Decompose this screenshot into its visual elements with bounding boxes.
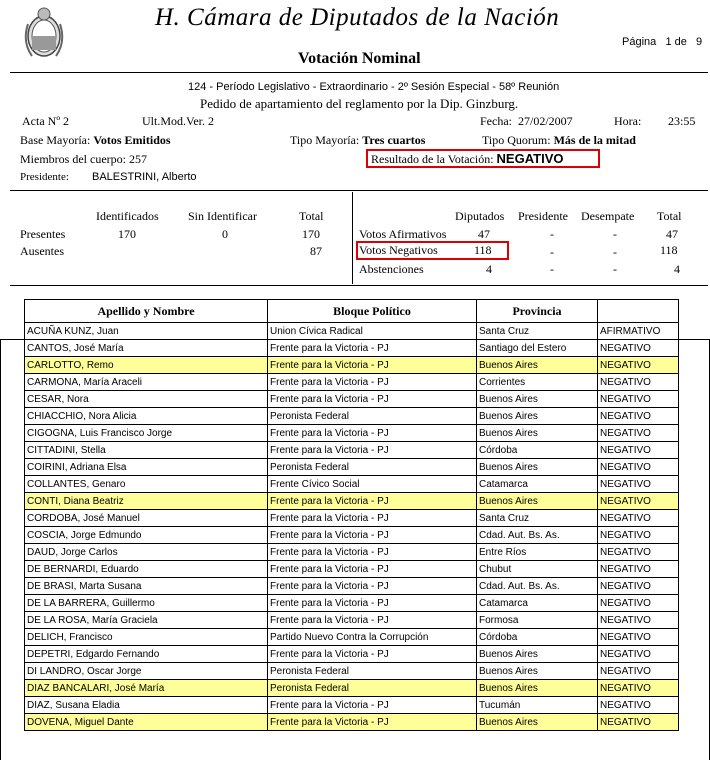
abstenciones-diputados: 4: [486, 262, 492, 276]
cell-name: CITTADINI, Stella: [25, 442, 268, 459]
cell-name: CIGOGNA, Luis Francisco Jorge: [25, 425, 268, 442]
cell-provincia: Santiago del Estero: [477, 340, 598, 357]
cell-voto: NEGATIVO: [598, 680, 679, 697]
cell-bloque: Frente para la Victoria - PJ: [268, 561, 477, 578]
cell-name: COSCIA, Jorge Edmundo: [25, 527, 268, 544]
vote-list-table: [24, 299, 679, 731]
cell-voto: NEGATIVO: [598, 476, 679, 493]
cell-bloque: Frente para la Victoria - PJ: [268, 357, 477, 374]
cell-name: DI LANDRO, Oscar Jorge: [25, 663, 268, 680]
presidente-name: BALESTRINI, Alberto: [92, 171, 197, 183]
cell-voto: NEGATIVO: [598, 714, 679, 731]
cell-voto: NEGATIVO: [598, 425, 679, 442]
cell-name: DEPETRI, Edgardo Fernando: [25, 646, 268, 663]
cell-bloque: Frente Cívico Social: [268, 476, 477, 493]
cell-provincia: Chubut: [477, 561, 598, 578]
afirmativos-desempate: -: [613, 227, 617, 241]
h-diputados: Diputados: [455, 209, 505, 223]
cell-voto: NEGATIVO: [598, 663, 679, 680]
resultado-votacion: Resultado de la Votación: NEGATIVO: [371, 151, 564, 166]
hora-label: Hora:: [614, 114, 642, 128]
table-row: [25, 561, 679, 578]
table-row: [25, 595, 679, 612]
ausentes-total: 87: [310, 244, 322, 258]
miembros-cuerpo: Miembros del cuerpo: 257: [20, 152, 147, 166]
cell-provincia: Cdad. Aut. Bs. As.: [477, 578, 598, 595]
doc-title: Votación Nominal: [298, 50, 421, 67]
section-divider: [352, 192, 353, 284]
table-row: [25, 340, 679, 357]
table-row: [25, 408, 679, 425]
afirmativos-total: 47: [666, 227, 678, 241]
table-row: [25, 612, 679, 629]
session-line: 124 - Período Legislativo - Extraordinario - 2º Sesión Especial - 58º Reunión: [188, 81, 560, 93]
cell-name: DE BRASI, Marta Susana: [25, 578, 268, 595]
cell-voto: NEGATIVO: [598, 697, 679, 714]
table-row: [25, 391, 679, 408]
tipo-quorum: Tipo Quorum: Más de la mitad: [482, 133, 636, 147]
header-rule: [10, 72, 708, 73]
cell-provincia: Buenos Aires: [477, 680, 598, 697]
cell-bloque: Frente para la Victoria - PJ: [268, 374, 477, 391]
cell-name: DE LA ROSA, María Graciela: [25, 612, 268, 629]
cell-provincia: Buenos Aires: [477, 493, 598, 510]
table-row: [25, 323, 679, 340]
session-subject: Pedido de apartamiento del reglamento por la Dip. Ginzburg.: [200, 96, 519, 111]
h-identificados: Identificados: [96, 209, 159, 223]
cell-bloque: Frente para la Victoria - PJ: [268, 510, 477, 527]
cell-voto: NEGATIVO: [598, 459, 679, 476]
cell-provincia: Buenos Aires: [477, 391, 598, 408]
hora-value: 23:55: [668, 114, 696, 128]
table-row: [25, 510, 679, 527]
cell-provincia: Santa Cruz: [477, 510, 598, 527]
cell-bloque: Frente para la Victoria - PJ: [268, 697, 477, 714]
table-row: [25, 646, 679, 663]
acta-number: Acta Nº 2: [22, 114, 70, 128]
meta-rule: [10, 190, 708, 191]
cell-bloque: Frente para la Victoria - PJ: [268, 527, 477, 544]
ausentes-label: Ausentes: [20, 244, 64, 258]
abstenciones-presidente: -: [550, 262, 554, 276]
h-total-att: Total: [299, 209, 324, 223]
presentes-identificados: 170: [118, 227, 136, 241]
presentes-total: 170: [302, 227, 320, 241]
cell-provincia: Córdoba: [477, 442, 598, 459]
cell-name: CARMONA, María Araceli: [25, 374, 268, 391]
cell-provincia: Buenos Aires: [477, 646, 598, 663]
cell-voto: NEGATIVO: [598, 527, 679, 544]
cell-bloque: Frente para la Victoria - PJ: [268, 646, 477, 663]
cell-provincia: Córdoba: [477, 629, 598, 646]
cell-voto: NEGATIVO: [598, 578, 679, 595]
tipo-mayoria: Tipo Mayoría: Tres cuartos: [290, 133, 426, 147]
cell-name: DE LA BARRERA, Guillermo: [25, 595, 268, 612]
h-presidente: Presidente: [518, 209, 568, 223]
cell-provincia: Buenos Aires: [477, 459, 598, 476]
cell-provincia: Corrientes: [477, 374, 598, 391]
cell-voto: NEGATIVO: [598, 629, 679, 646]
cell-name: CORDOBA, José Manuel: [25, 510, 268, 527]
table-row: [25, 442, 679, 459]
cell-bloque: Peronista Federal: [268, 459, 477, 476]
cell-name: DOVENA, Miguel Dante: [25, 714, 268, 731]
cell-voto: NEGATIVO: [598, 561, 679, 578]
cell-name: DIAZ BANCALARI, José María: [25, 680, 268, 697]
table-row: [25, 476, 679, 493]
cell-bloque: Frente para la Victoria - PJ: [268, 493, 477, 510]
cell-voto: NEGATIVO: [598, 595, 679, 612]
cell-name: CONTI, Diana Beatriz: [25, 493, 268, 510]
abstenciones-desempate: -: [613, 262, 617, 276]
cell-name: DE BERNARDI, Eduardo: [25, 561, 268, 578]
cell-name: DELICH, Francisco: [25, 629, 268, 646]
table-row: [25, 527, 679, 544]
abstenciones-total: 4: [674, 262, 680, 276]
cell-bloque: Frente para la Victoria - PJ: [268, 714, 477, 731]
cell-provincia: Catamarca: [477, 476, 598, 493]
cell-provincia: Buenos Aires: [477, 425, 598, 442]
h-sin-identificar: Sin Identificar: [188, 209, 257, 223]
col-voto: [598, 300, 679, 323]
cell-provincia: Entre Ríos: [477, 544, 598, 561]
cell-bloque: Frente para la Victoria - PJ: [268, 340, 477, 357]
col-apellido-nombre: Apellido y Nombre: [25, 300, 268, 323]
table-row: [25, 374, 679, 391]
cell-provincia: Buenos Aires: [477, 714, 598, 731]
cell-bloque: Frente para la Victoria - PJ: [268, 425, 477, 442]
cell-name: COIRINI, Adriana Elsa: [25, 459, 268, 476]
cell-bloque: Frente para la Victoria - PJ: [268, 391, 477, 408]
cell-name: CANTOS, José María: [25, 340, 268, 357]
cell-provincia: Formosa: [477, 612, 598, 629]
cell-name: CHIACCHIO, Nora Alicia: [25, 408, 268, 425]
cell-provincia: Buenos Aires: [477, 357, 598, 374]
page-indicator: Página 1 de 9: [622, 36, 703, 48]
negativos-total: 118: [660, 243, 678, 257]
summary-rule: [10, 285, 708, 286]
table-row: [25, 493, 679, 510]
table-row: [25, 697, 679, 714]
cell-provincia: Cdad. Aut. Bs. As.: [477, 527, 598, 544]
negativos-presidente: -: [550, 245, 554, 259]
cell-bloque: Peronista Federal: [268, 408, 477, 425]
cell-voto: NEGATIVO: [598, 408, 679, 425]
cell-name: CESAR, Nora: [25, 391, 268, 408]
cell-voto: NEGATIVO: [598, 340, 679, 357]
cell-name: CARLOTTO, Remo: [25, 357, 268, 374]
negativos-desempate: -: [613, 245, 617, 259]
table-row: [25, 629, 679, 646]
afirmativos-presidente: -: [550, 227, 554, 241]
cell-bloque: Frente para la Victoria - PJ: [268, 442, 477, 459]
table-row: [25, 714, 679, 731]
col-provincia: Provincia: [477, 300, 598, 323]
presidente-label: Presidente:: [20, 171, 69, 183]
cell-name: COLLANTES, Genaro: [25, 476, 268, 493]
cell-voto: NEGATIVO: [598, 510, 679, 527]
cell-provincia: Tucumán: [477, 697, 598, 714]
institution-title: H. Cámara de Diputados de la Nación: [155, 4, 560, 31]
cell-bloque: Frente para la Victoria - PJ: [268, 544, 477, 561]
cell-voto: NEGATIVO: [598, 612, 679, 629]
table-row: [25, 578, 679, 595]
cell-voto: AFIRMATIVO: [598, 323, 679, 340]
presentes-sin-identificar: 0: [222, 227, 228, 241]
fecha: Fecha: 27/02/2007: [480, 114, 573, 128]
table-row: [25, 425, 679, 442]
cell-voto: NEGATIVO: [598, 357, 679, 374]
cell-bloque: Frente para la Victoria - PJ: [268, 578, 477, 595]
cell-name: DIAZ, Susana Eladia: [25, 697, 268, 714]
base-mayoria: Base Mayoría: Votos Emitidos: [20, 133, 171, 147]
afirmativos-diputados: 47: [478, 227, 490, 241]
cell-provincia: Santa Cruz: [477, 323, 598, 340]
cell-provincia: Buenos Aires: [477, 663, 598, 680]
cell-bloque: Partido Nuevo Contra la Corrupción: [268, 629, 477, 646]
cell-provincia: Buenos Aires: [477, 408, 598, 425]
cell-voto: NEGATIVO: [598, 544, 679, 561]
cell-bloque: Peronista Federal: [268, 680, 477, 697]
cell-voto: NEGATIVO: [598, 391, 679, 408]
vote-list-header: [25, 300, 679, 323]
ult-mod-version: Ult.Mod.Ver. 2: [142, 114, 214, 128]
abstenciones-label: Abstenciones: [359, 262, 424, 276]
cell-voto: NEGATIVO: [598, 493, 679, 510]
cell-voto: NEGATIVO: [598, 442, 679, 459]
afirmativos-label: Votos Afirmativos: [359, 227, 447, 241]
table-row: [25, 680, 679, 697]
table-row: [25, 544, 679, 561]
cell-provincia: Catamarca: [477, 595, 598, 612]
cell-voto: NEGATIVO: [598, 374, 679, 391]
cell-name: DAUD, Jorge Carlos: [25, 544, 268, 561]
cell-name: ACUÑA KUNZ, Juan: [25, 323, 268, 340]
table-row: [25, 663, 679, 680]
table-row: [25, 357, 679, 374]
table-row: [25, 459, 679, 476]
col-bloque-politico: Bloque Político: [268, 300, 477, 323]
negativos-diputados: 118: [474, 243, 492, 257]
h-total-votes: Total: [657, 209, 682, 223]
cell-bloque: Frente para la Victoria - PJ: [268, 612, 477, 629]
national-seal: [22, 4, 66, 62]
cell-voto: NEGATIVO: [598, 646, 679, 663]
cell-bloque: Union Cívica Radical: [268, 323, 477, 340]
presentes-label: Presentes: [20, 227, 66, 241]
cell-bloque: Peronista Federal: [268, 663, 477, 680]
h-desempate: Desempate: [581, 209, 635, 223]
cell-bloque: Frente para la Victoria - PJ: [268, 595, 477, 612]
negativos-label: Votos Negativos: [359, 243, 438, 257]
